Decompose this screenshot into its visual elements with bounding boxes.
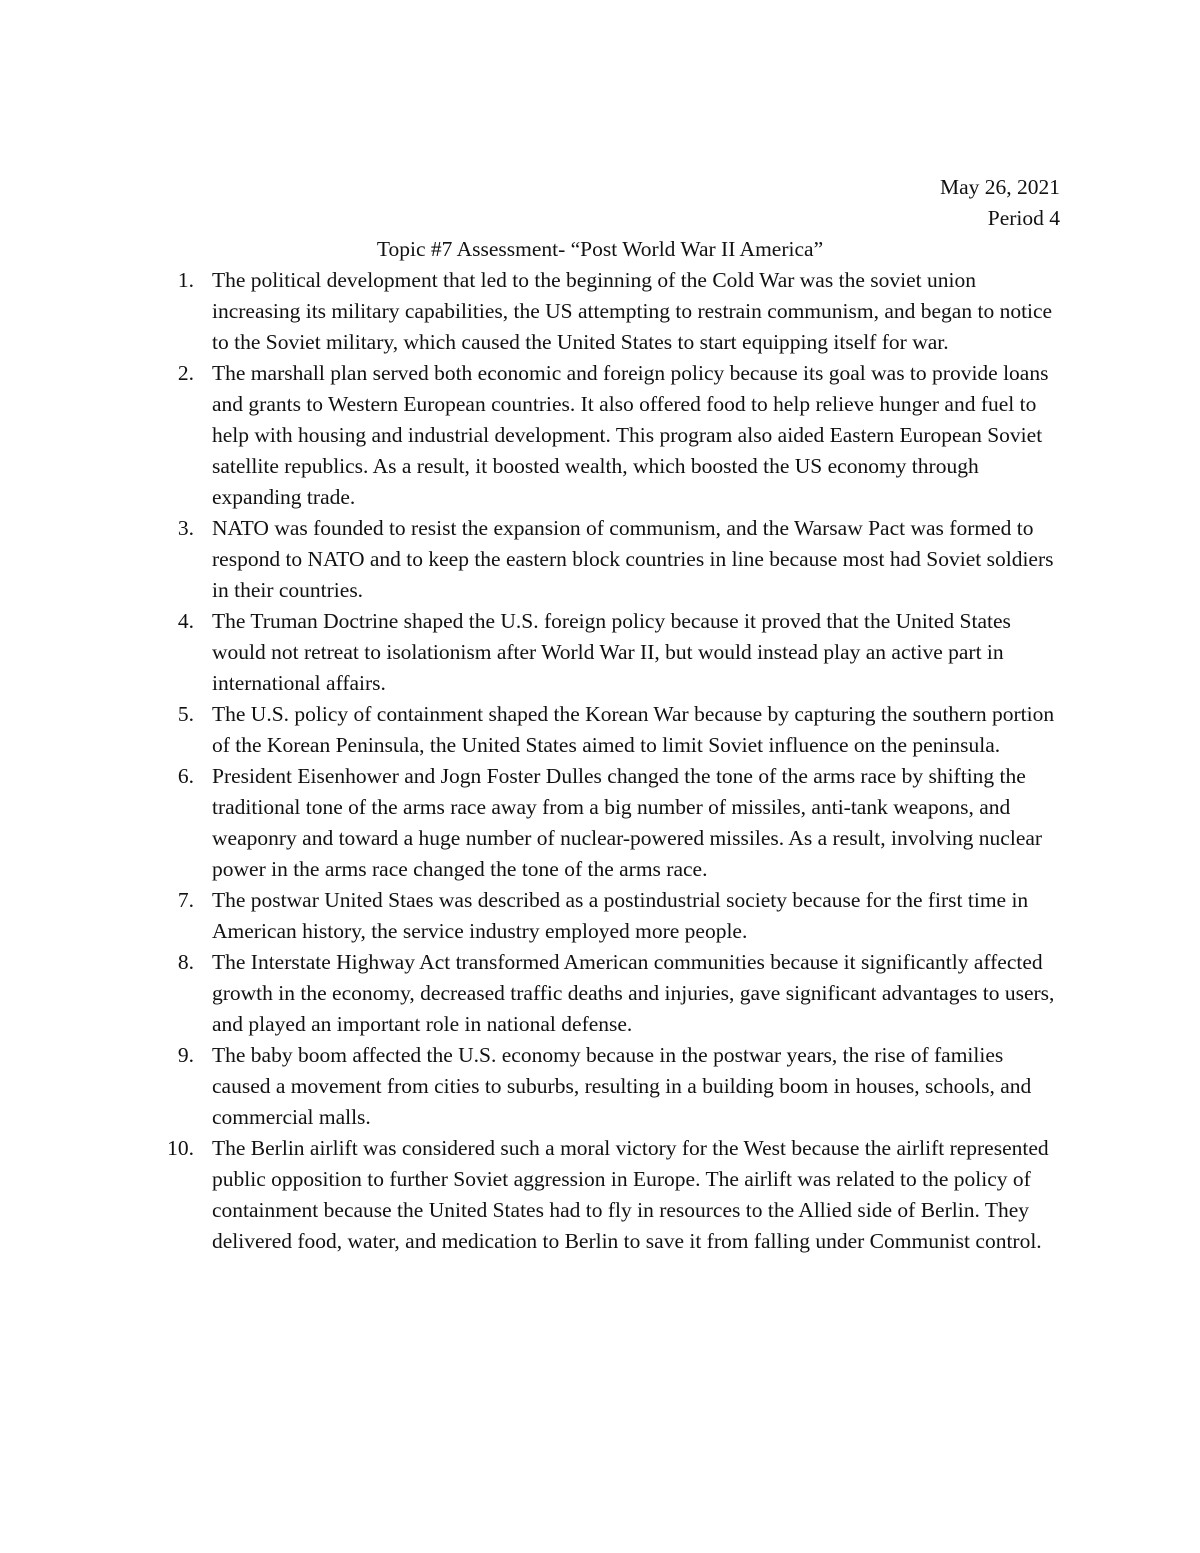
answer-number: 10. [167, 1136, 194, 1160]
header-block [940, 172, 1060, 234]
answer-number: 5. [177, 702, 194, 726]
answer-list [0, 265, 1062, 1257]
answer-item-6 [0, 761, 1062, 885]
answer-text: The baby boom affected the U.S. economy because in the postwar years, the rise of families caused a movement from cities to suburbs, resulting in a building boom in houses, schools, and commercial malls. [212, 1043, 1032, 1129]
answer-number: 6. [177, 764, 194, 788]
answer-item-3 [0, 513, 1062, 606]
answer-number: 8. [177, 950, 194, 974]
answer-item-2 [0, 358, 1062, 513]
answer-text: The marshall plan served both economic and foreign policy because its goal was to provide loans and grants to Western European countries. It also offered food to help relieve hunger and fuel to help with housing and industrial development. This program also aided Eastern European Soviet satellite republics. As a result, it boosted wealth, which boosted the US economy through expanding trade. [212, 361, 1049, 509]
period-line: Period 4 [987, 206, 1060, 230]
answer-text: The postwar United Staes was described as a postindustrial society because for the first time in American history, the service industry employed more people. [212, 888, 1029, 943]
answer-item-7 [0, 885, 1062, 947]
answer-item-10 [0, 1133, 1062, 1257]
answer-text: The Truman Doctrine shaped the U.S. foreign policy because it proved that the United States would not retreat to isolationism after World War II, but would instead play an active part in international affairs. [212, 609, 1011, 695]
answer-text: NATO was founded to resist the expansion of communism, and the Warsaw Pact was formed to respond to NATO and to keep the eastern block countries in line because most had Soviet soldiers in their countries. [212, 516, 1054, 602]
answer-text: The Berlin airlift was considered such a moral victory for the West because the airlift represented public opposition to further Soviet aggression in Europe. The airlift was related to the policy of containment because the United States had to fly in resources to the Allied side of Berlin. They delivered food, water, and medication to Berlin to save it from falling under Communist control. [212, 1136, 1049, 1253]
answer-number: 3. [177, 516, 194, 540]
answer-number: 2. [177, 361, 194, 385]
answer-text: The political development that led to the beginning of the Cold War was the soviet union increasing its military capabilities, the US attempting to restrain communism, and began to notice to the Soviet military, which caused the United States to start equipping itself for war. [212, 268, 1053, 354]
answer-number: 1. [177, 268, 194, 292]
answer-item-5 [0, 699, 1062, 761]
answer-number: 9. [177, 1043, 194, 1067]
answer-text: The Interstate Highway Act transformed American communities because it significantly affected growth in the economy, decreased traffic deaths and injuries, gave significant advantages to users, and played an important role in national defense. [212, 950, 1055, 1036]
answer-item-1 [0, 265, 1062, 358]
answer-number: 4. [177, 609, 194, 633]
answer-number: 7. [177, 888, 194, 912]
answer-item-4 [0, 606, 1062, 699]
answer-text: The U.S. policy of containment shaped the Korean War because by capturing the southern portion of the Korean Peninsula, the United States aimed to limit Soviet influence on the peninsula. [212, 702, 1055, 757]
answer-item-8 [0, 947, 1062, 1040]
date-line: May 26, 2021 [939, 175, 1060, 199]
answer-text: President Eisenhower and Jogn Foster Dulles changed the tone of the arms race by shifting the traditional tone of the arms race away from a big number of missiles, anti-tank weapons, and weaponry and toward a huge number of nuclear-powered missiles. As a result, involving nuclear power in the arms race changed the tone of the arms race. [212, 764, 1043, 881]
document-title: Topic #7 Assessment- “Post World War II America” [376, 237, 824, 261]
answer-item-9 [0, 1040, 1062, 1133]
